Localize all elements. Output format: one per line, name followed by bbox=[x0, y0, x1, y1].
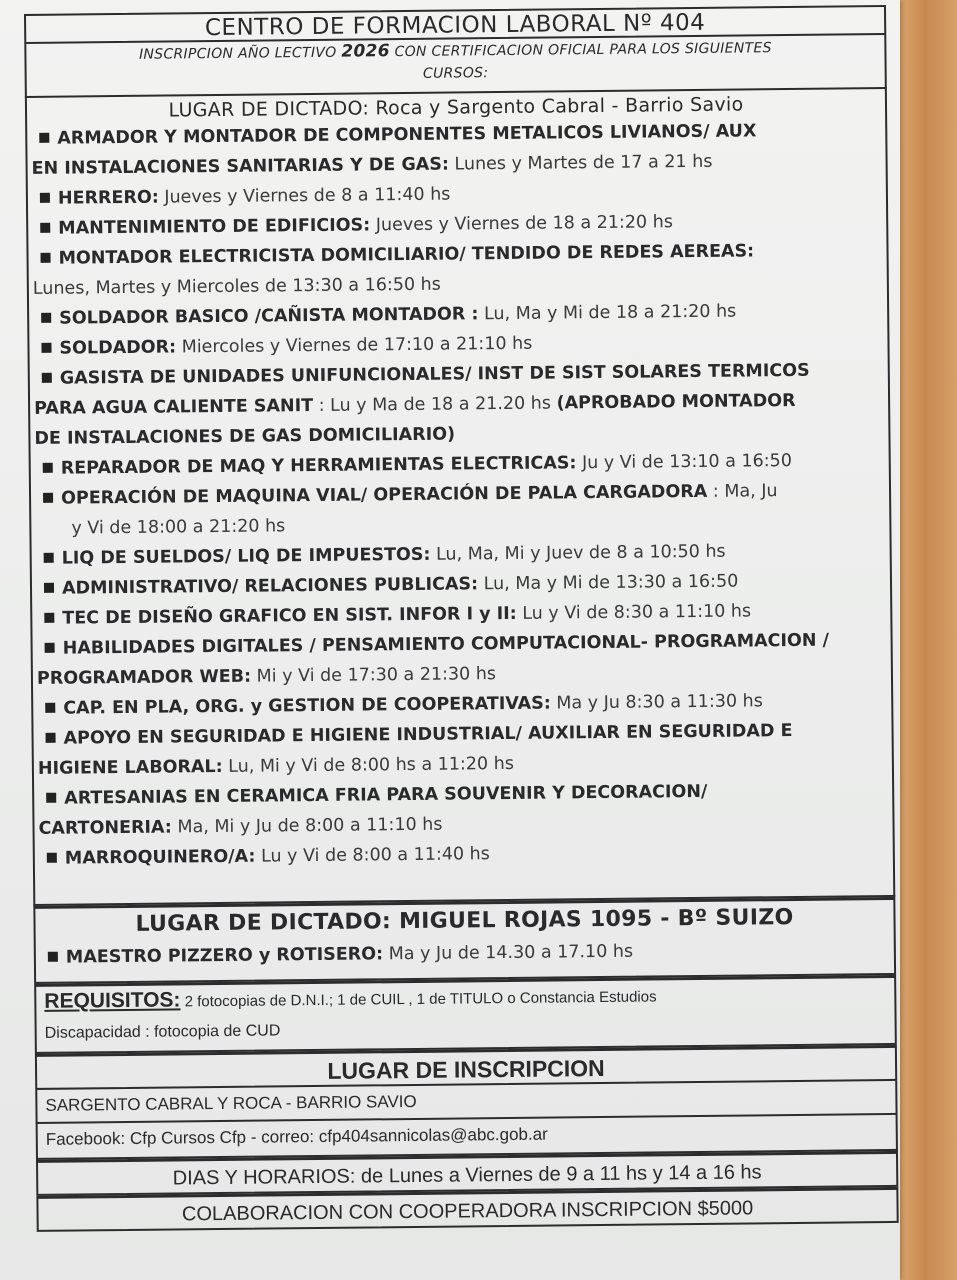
course-item: MAESTRO PIZZERO y ROTISERO: Ma y Ju de 14.30 a 17.10 hs bbox=[36, 934, 894, 973]
place-suizo: LUGAR DE DICTADO: MIGUEL ROJAS 1095 - Bº SUIZO bbox=[135, 904, 794, 937]
subtitle-text-b: CON CERTIFICACION OFICIAL PARA LOS SIGUIENTES bbox=[394, 40, 772, 61]
bullet-icon bbox=[40, 223, 50, 233]
course-item: APOYO EN SEGURIDAD E HIGIENE INDUSTRIAL/ AUXILIAR EN SEGURIDAD E bbox=[33, 715, 891, 754]
flyer bbox=[24, 5, 899, 1230]
course-item: TEC DE DISEÑO GRAFICO EN SIST. INFOR I y II: Lu y Vi de 8:30 a 11:10 hs bbox=[32, 595, 890, 634]
fee-text: COLABORACION CON COOPERADORA INSCRIPCION $5000 bbox=[181, 1197, 754, 1226]
course-item: GASISTA DE UNIDADES UNIFUNCIONALES/ INST DE SIST SOLARES TERMICOS bbox=[30, 355, 888, 394]
bullet-icon bbox=[40, 193, 50, 203]
course-item: SOLDADOR BASICO /CAÑISTA MONTADOR : Lu, Ma y Mi de 18 a 21:20 hs bbox=[29, 295, 887, 334]
bullet-icon bbox=[44, 613, 54, 623]
hours-text: Lunes a Viernes de 9 a 11 hs y 14 a 16 hs bbox=[388, 1161, 762, 1188]
bullet-icon bbox=[42, 373, 52, 383]
course-item: MARROQUINERO/A: Lu y Vi de 8:00 a 11:40 hs bbox=[35, 835, 893, 874]
requirements-label: REQUISITOS: bbox=[44, 988, 181, 1013]
bullet-icon bbox=[45, 643, 55, 653]
course-item: LIQ DE SUELDOS/ LIQ DE IMPUESTOS: Lu, Ma, Mi y Juev de 8 a 10:50 hs bbox=[32, 535, 890, 574]
place-savio: LUGAR DE DICTADO: Roca y Sargento Cabral - Barrio Savio bbox=[168, 93, 744, 122]
bullet-icon bbox=[44, 583, 54, 593]
course-item-cont: Lunes, Martes y Miercoles de 13:30 a 16:50 hs bbox=[32, 274, 441, 299]
bullet-icon bbox=[43, 463, 53, 473]
hours-label: DIAS Y HORARIOS: de bbox=[172, 1165, 384, 1190]
course-item: HERRERO: Jueves y Viernes de 8 a 11:40 hs bbox=[28, 175, 886, 214]
bullet-icon bbox=[47, 853, 57, 863]
bullet-icon bbox=[45, 703, 55, 713]
course-item: OPERACIÓN DE MAQUINA VIAL/ OPERACIÓN DE PALA CARGADORA : Ma, Ju bbox=[31, 475, 889, 514]
year: 2026 bbox=[341, 41, 390, 62]
bullet-icon bbox=[43, 493, 53, 503]
contact-info: Facebook: Cfp Cursos Cfp - correo: cfp404sannicolas@abc.gob.ar bbox=[45, 1124, 548, 1149]
course-item: HABILIDADES DIGITALES / PENSAMIENTO COMPUTACIONAL- PROGRAMACION / bbox=[32, 625, 890, 664]
course-item: CAP. EN PLA, ORG. y GESTION DE COOPERATIVAS: Ma y Ju 8:30 a 11:30 hs bbox=[33, 685, 891, 724]
bullet-icon bbox=[48, 952, 58, 962]
subtitle-text-a: INSCRIPCION AÑO LECTIVO bbox=[138, 44, 337, 63]
bullet-icon bbox=[39, 133, 49, 143]
course-item: SOLDADOR: Miercoles y Viernes de 17:10 a 21:10 hs bbox=[29, 325, 887, 364]
requirements-text: 2 fotocopias de D.N.I.; 1 de CUIL , 1 de TITULO o Constancia Estudios bbox=[184, 988, 657, 1011]
bullet-icon bbox=[44, 553, 54, 563]
course-item: MONTADOR ELECTRICISTA DOMICILIARIO/ TENDIDO DE REDES AEREAS: bbox=[28, 235, 886, 274]
disability-text: Discapacidad : fotocopia de CUD bbox=[44, 1022, 281, 1042]
bullet-icon bbox=[41, 313, 51, 323]
course-item: ARTESANIAS EN CERAMICA FRIA PARA SOUVENIR Y DECORACION/ bbox=[34, 775, 892, 814]
course-item-cont: CARTONERIA: Ma, Mi y Ju de 8:00 a 11:10 hs bbox=[38, 814, 443, 839]
bullet-icon bbox=[41, 253, 51, 263]
subtitle-text-c: CURSOS: bbox=[422, 65, 489, 82]
page-title: CENTRO DE FORMACION LABORAL Nº 404 bbox=[204, 9, 706, 42]
fee-box bbox=[36, 1187, 898, 1232]
inscription-title: LUGAR DE INSCRIPCION bbox=[327, 1054, 605, 1084]
course-item: MANTENIMIENTO DE EDIFICIOS: Jueves y Viernes de 18 a 21:20 hs bbox=[28, 205, 886, 244]
requirements-box bbox=[34, 975, 897, 1054]
course-item-cont: PROGRAMADOR WEB: Mi y Vi de 17:30 a 21:30 hs bbox=[36, 664, 497, 689]
courses-box-savio bbox=[25, 89, 895, 906]
course-item-cont: y Vi de 18:00 a 21:20 hs bbox=[71, 516, 286, 539]
inscription-address: SARGENTO CABRAL Y ROCA - BARRIO SAVIO bbox=[45, 1091, 417, 1115]
course-item: ADMINISTRATIVO/ RELACIONES PUBLICAS: Lu, Ma y Mi de 13:30 a 16:50 bbox=[32, 565, 890, 604]
course-item-cont: PARA AGUA CALIENTE SANIT : Lu y Ma de 18 a 21.20 hs (APROBADO MONTADOR bbox=[34, 390, 796, 419]
subtitle-box bbox=[24, 35, 887, 98]
course-item-cont: EN INSTALACIONES SANITARIAS Y DE GAS: Lunes y Martes de 17 a 21 hs bbox=[31, 151, 713, 179]
course-item-cont: HIGIENE LABORAL: Lu, Mi y Vi de 8:00 hs a 11:20 hs bbox=[37, 753, 515, 779]
course-item: REPARADOR DE MAQ Y HERRAMIENTAS ELECTRICAS: Ju y Vi de 13:10 a 16:50 bbox=[31, 445, 889, 484]
course-item-cont: DE INSTALACIONES DE GAS DOMICILIARIO) bbox=[34, 424, 456, 449]
bullet-icon bbox=[46, 793, 56, 803]
courses-box-suizo bbox=[33, 897, 896, 984]
course-item: ARMADOR Y MONTADOR DE COMPONENTES METALICOS LIVIANOS/ AUX bbox=[27, 115, 885, 154]
bullet-icon bbox=[41, 343, 51, 353]
bullet-icon bbox=[46, 733, 56, 743]
